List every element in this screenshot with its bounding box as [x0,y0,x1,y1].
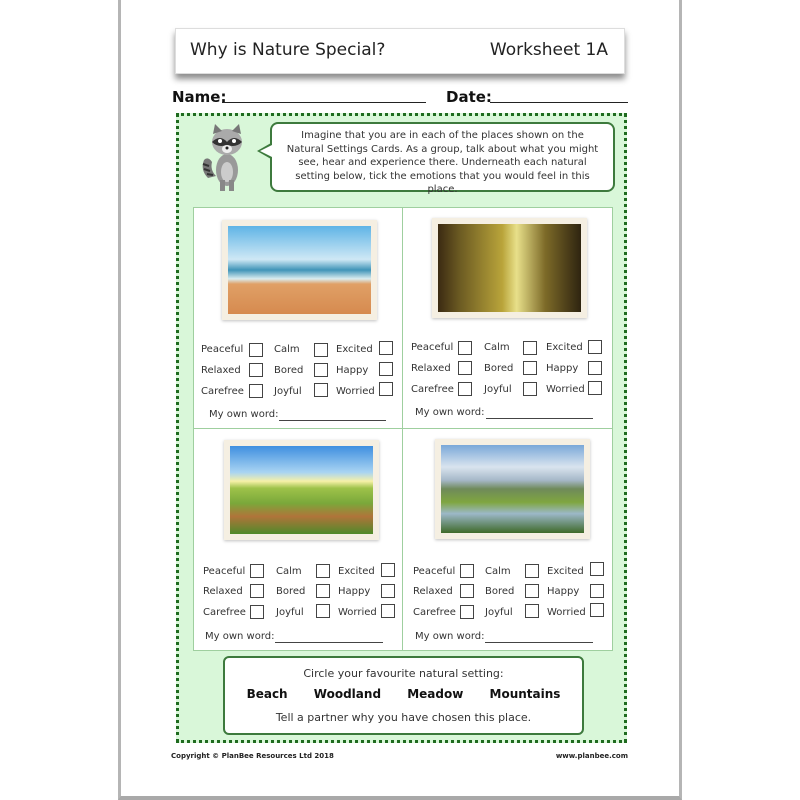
emotion-checkbox-worried[interactable] [590,603,604,617]
option-woodland[interactable]: Woodland [313,687,382,701]
emotion-checkbox-happy[interactable] [590,584,604,598]
emotion-label: Happy [338,586,371,597]
emotion-checkbox-joyful[interactable] [523,382,537,396]
emotion-checkbox-carefree[interactable] [458,382,472,396]
option-beach[interactable]: Beach [246,687,288,701]
emotion-label: Relaxed [413,586,453,597]
emotion-checkbox-calm[interactable] [523,341,537,355]
emotion-checkbox-happy[interactable] [379,362,393,376]
copyright-text: Copyright © PlanBee Resources Ltd 2018 [171,752,334,760]
emotion-checkbox-peaceful[interactable] [249,343,263,357]
emotion-label: Peaceful [413,566,456,577]
grid-divider-vertical [402,207,403,651]
emotion-checkbox-bored[interactable] [314,363,328,377]
meadow-photo [224,440,379,540]
emotion-label: Joyful [276,607,304,618]
emotion-checkbox-peaceful[interactable] [458,341,472,355]
emotion-label: Excited [338,566,375,577]
emotion-label: Worried [336,386,375,397]
emotion-checkbox-carefree[interactable] [250,605,264,619]
favourite-setting-box [223,656,584,735]
emotion-label: Joyful [484,384,512,395]
emotion-checkbox-worried[interactable] [588,381,602,395]
website-link[interactable]: www.planbee.com [555,752,628,760]
own-word-label: My own word: [209,409,279,420]
name-date-row [172,88,628,108]
emotion-label: Peaceful [203,566,246,577]
emotion-label: Relaxed [411,363,451,374]
favourite-prompt: Circle your favourite natural setting: [303,667,504,680]
raccoon-icon [200,120,250,192]
emotion-checkbox-excited[interactable] [588,340,602,354]
emotion-label: Excited [546,342,583,353]
emotion-checkbox-worried[interactable] [381,604,395,618]
emotion-checkbox-relaxed[interactable] [250,584,264,598]
own-word-field[interactable] [486,418,593,419]
emotion-checkbox-carefree[interactable] [460,605,474,619]
emotion-checkbox-worried[interactable] [379,382,393,396]
title-bar [175,28,625,74]
emotion-label: Happy [547,586,580,597]
emotion-checkbox-happy[interactable] [381,584,395,598]
emotion-checkbox-relaxed[interactable] [460,584,474,598]
emotion-checkbox-joyful[interactable] [525,604,539,618]
emotion-checkbox-relaxed[interactable] [249,363,263,377]
emotion-label: Relaxed [203,586,243,597]
emotion-checkbox-relaxed[interactable] [458,361,472,375]
emotion-label: Calm [274,344,300,355]
date-field[interactable] [490,102,628,103]
emotion-label: Bored [274,365,304,376]
own-word-field[interactable] [275,642,383,643]
emotion-label: Carefree [413,607,456,618]
emotion-checkbox-carefree[interactable] [249,384,263,398]
beach-photo [222,220,377,320]
emotion-checkbox-joyful[interactable] [314,383,328,397]
emotion-label: Peaceful [201,344,244,355]
emotion-label: Calm [484,342,510,353]
emotion-label: Worried [547,607,586,618]
speech-tail-inner [260,145,272,157]
emotion-checkbox-bored[interactable] [523,361,537,375]
emotion-label: Calm [276,566,302,577]
emotion-checkbox-excited[interactable] [379,341,393,355]
emotion-label: Carefree [203,607,246,618]
emotion-label: Bored [485,586,515,597]
emotion-label: Joyful [274,386,302,397]
mountains-photo [435,439,590,539]
emotion-label: Carefree [201,386,244,397]
option-mountains[interactable]: Mountains [489,687,561,701]
emotion-label: Excited [336,344,373,355]
emotion-checkbox-peaceful[interactable] [250,564,264,578]
emotion-label: Relaxed [201,365,241,376]
emotion-checkbox-calm[interactable] [525,564,539,578]
own-word-field[interactable] [279,420,386,421]
own-word-label: My own word: [415,407,485,418]
emotion-label: Bored [276,586,306,597]
emotion-label: Happy [336,365,369,376]
emotion-label: Joyful [485,607,513,618]
emotion-checkbox-bored[interactable] [316,584,330,598]
emotion-label: Peaceful [411,342,454,353]
worksheet-number: Worksheet 1A [489,40,608,60]
emotion-label: Bored [484,363,514,374]
emotion-checkbox-calm[interactable] [316,564,330,578]
grid-divider-horizontal [193,428,613,429]
emotion-label: Worried [338,607,377,618]
emotion-checkbox-bored[interactable] [525,584,539,598]
tell-partner-text: Tell a partner why you have chosen this place. [275,711,532,724]
emotion-checkbox-excited[interactable] [590,562,604,576]
favourite-options [225,687,582,701]
emotion-checkbox-peaceful[interactable] [460,564,474,578]
emotion-label: Carefree [411,384,454,395]
date-label: Date: [446,88,492,106]
emotion-checkbox-calm[interactable] [314,343,328,357]
emotion-label: Worried [546,384,585,395]
emotion-label: Happy [546,363,579,374]
instructions-bubble: Imagine that you are in each of the places shown on the Natural Settings Cards. As a group, talk about what you might see, hear and experience there. Underneath each natural setting below, tick the emotions that you would feel in this place. [270,122,615,192]
name-field[interactable] [222,102,426,103]
emotion-checkbox-joyful[interactable] [316,604,330,618]
own-word-label: My own word: [205,631,275,642]
emotion-label: Excited [547,566,584,577]
name-label: Name: [172,88,227,106]
option-meadow[interactable]: Meadow [407,687,464,701]
emotion-checkbox-excited[interactable] [381,563,395,577]
own-word-label: My own word: [415,631,485,642]
woodland-photo [432,218,587,318]
own-word-field[interactable] [485,642,593,643]
worksheet-title: Why is Nature Special? [190,40,386,60]
emotion-checkbox-happy[interactable] [588,361,602,375]
emotion-label: Calm [485,566,511,577]
